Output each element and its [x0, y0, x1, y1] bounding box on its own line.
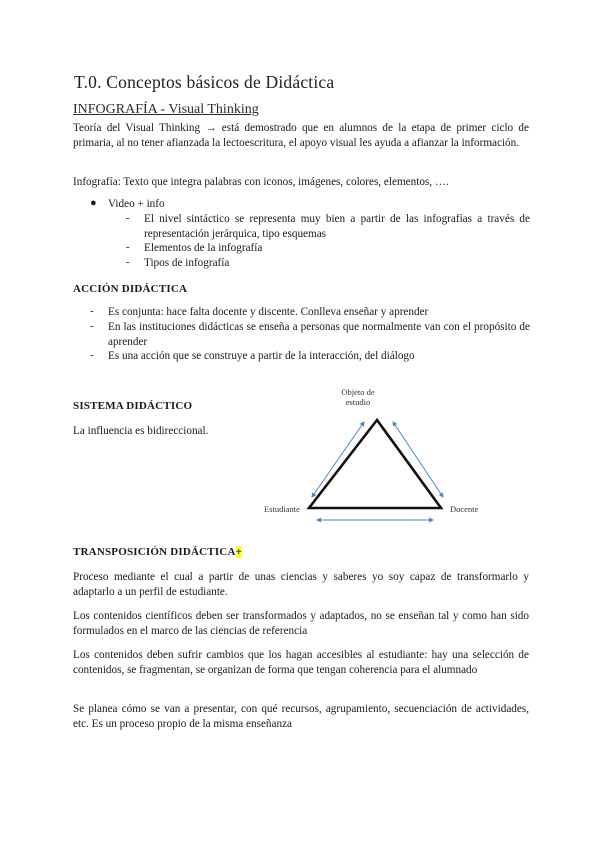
- list-subitem: Tipos de infografía: [144, 257, 230, 269]
- list-item: Es una acción que se construye a partir de la interacción, del diálogo: [108, 350, 415, 362]
- dash-icon: -: [90, 305, 94, 317]
- heading-transposicion-didactica: [73, 546, 242, 558]
- diagram-label-top: Objeto de estudio: [341, 387, 375, 407]
- paragraph-transposicion: Proceso mediante el cual a partir de unas ciencias y saberes yo soy capaz de transformarlo y adaptarlo a un perfil de estudiante.: [73, 571, 529, 598]
- paragraph-transposicion: Los contenidos científicos deben ser transformados y adaptados, no se enseñan tal y como han sido formulados en el marco de las ciencias de referencia: [73, 610, 529, 637]
- paragraph-infografia-definition: Infografía: Texto que integra palabras con iconos, imágenes, colores, elementos, ….: [73, 176, 449, 188]
- heading-accion-didactica: ACCIÓN DIDÁCTICA: [73, 283, 188, 295]
- heading-sistema-didactico: SISTEMA DIDÁCTICO: [73, 400, 193, 412]
- arrow-left-side: [312, 422, 364, 497]
- list-item: En las instituciones didácticas se enseña a personas que normalmente van con el propósito de aprender: [108, 321, 530, 348]
- diagram-label-left: Estudiante: [264, 504, 300, 514]
- list-subitem: El nivel sintáctico se representa muy bien a partir de las infografías a través de representación jerárquica, tipo esquemas: [144, 213, 530, 240]
- section-subtitle-infografia: INFOGRAFÍA - Visual Thinking: [73, 102, 259, 117]
- arrow-right-side: [393, 422, 443, 497]
- diagram-label-right: Docente: [450, 504, 479, 514]
- dash-icon: -: [126, 256, 130, 268]
- dash-icon: -: [90, 320, 94, 332]
- highlight-plus: +: [235, 546, 243, 558]
- paragraph-transposicion: Los contenidos deben sufrir cambios que los hagan accesibles al estudiante: hay una selección de contenidos, se fragmentan, se organizan de forma que tengan coherencia para el alumnado: [73, 649, 529, 676]
- paragraph-transposicion: Se planea cómo se van a presentar, con qué recursos, agrupamiento, secuenciación de actividades, etc. Es un proceso propio de la misma enseñanza: [73, 703, 529, 730]
- paragraph-visual-thinking: Teoría del Visual Thinking → está demostrado que en alumnos de la etapa de primer ciclo de primaria, al no tener afianzada la lectoescritura, el apoyo visual les ayuda a afianzar la información.: [73, 122, 529, 149]
- bullet-icon: ●: [90, 197, 97, 209]
- page-title: T.0. Conceptos básicos de Didáctica: [74, 72, 335, 92]
- dash-icon: -: [126, 212, 130, 224]
- heading-transposicion-text: TRANSPOSICIÓN DIDÁCTICA: [73, 546, 236, 558]
- dash-icon: -: [90, 349, 94, 361]
- dash-icon: -: [126, 241, 130, 253]
- list-item-video-info: Video + info: [108, 198, 165, 210]
- list-item: Es conjunta: hace falta docente y discente. Conlleva enseñar y aprender: [108, 306, 429, 318]
- list-subitem: Elementos de la infografía: [144, 242, 263, 254]
- paragraph-bidireccional: La influencia es bidireccional.: [73, 425, 209, 437]
